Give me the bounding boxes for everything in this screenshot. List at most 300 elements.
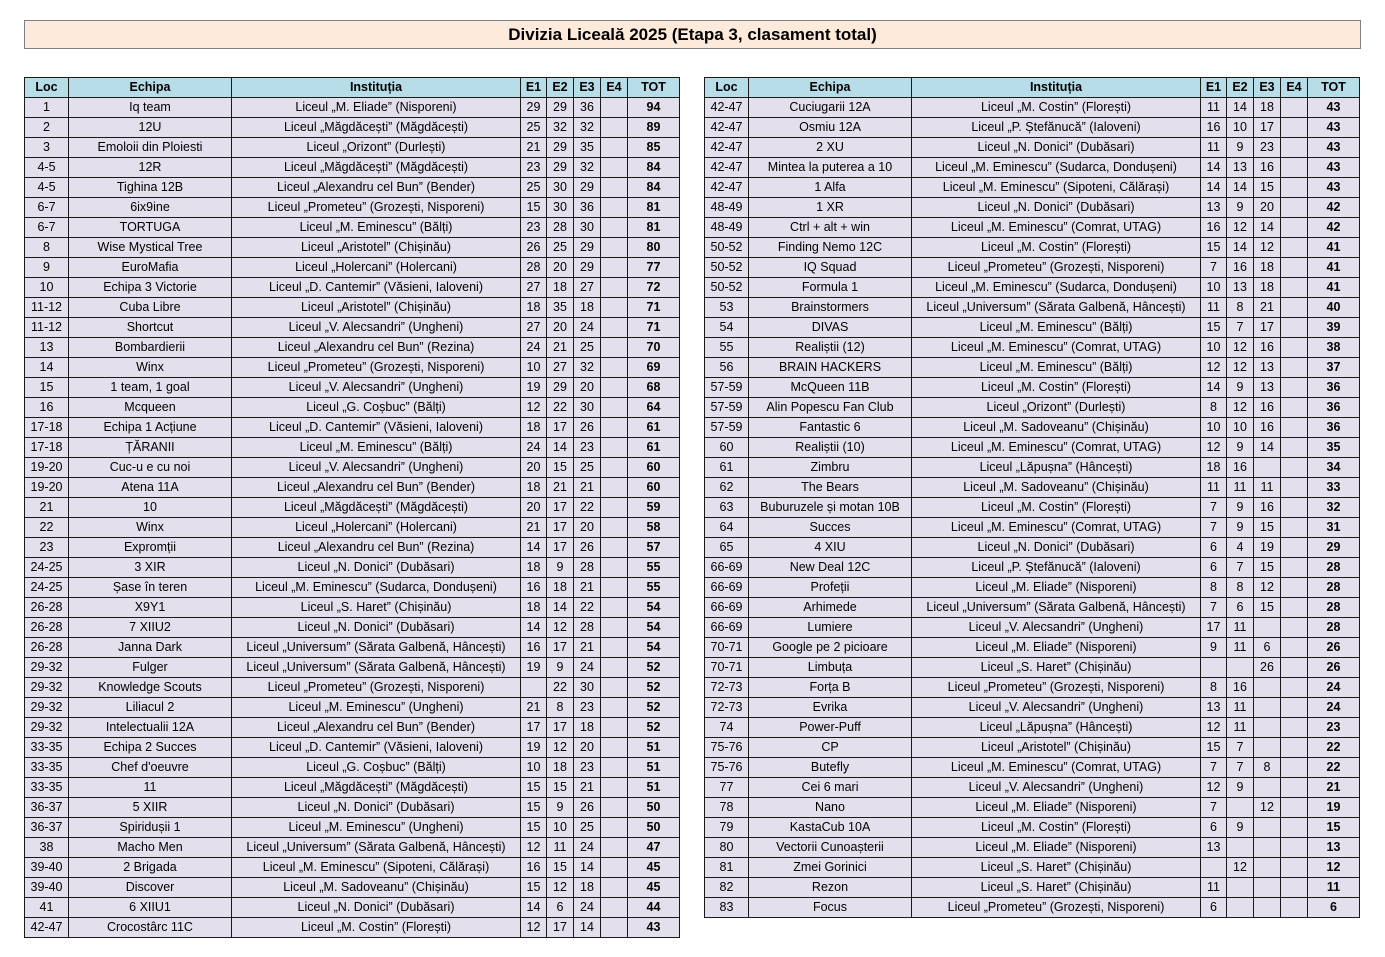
- cell-e3: 30: [574, 218, 601, 238]
- cell-echipa: Șase în teren: [69, 578, 232, 598]
- cell-e3: 13: [1254, 378, 1281, 398]
- cell-e3: 24: [574, 838, 601, 858]
- cell-institutia: Liceul „M. Eminescu” (Sudarca, Dondușeni): [232, 578, 521, 598]
- cell-e1: 10: [521, 758, 547, 778]
- cell-loc: 9: [25, 258, 69, 278]
- cell-e4: [601, 778, 628, 798]
- cell-e4: [1281, 358, 1308, 378]
- cell-echipa: CP: [749, 738, 912, 758]
- cell-echipa: Power-Puff: [749, 718, 912, 738]
- cell-e4: [1281, 138, 1308, 158]
- table-header-row: [705, 78, 1360, 98]
- table-row: [25, 178, 680, 198]
- cell-loc: 29-32: [25, 718, 69, 738]
- cell-loc: 74: [705, 718, 749, 738]
- cell-institutia: Liceul „Holercani” (Holercani): [232, 258, 521, 278]
- cell-e1: 18: [521, 418, 547, 438]
- cell-e1: 21: [521, 518, 547, 538]
- cell-e4: [1281, 898, 1308, 918]
- cell-e4: [601, 478, 628, 498]
- table-row: [25, 238, 680, 258]
- table-row: [705, 598, 1360, 618]
- cell-tot: 42: [1308, 198, 1360, 218]
- cell-loc: 42-47: [705, 98, 749, 118]
- cell-e3: 24: [574, 898, 601, 918]
- cell-loc: 4-5: [25, 158, 69, 178]
- table-row: [25, 598, 680, 618]
- cell-e1: 12: [521, 398, 547, 418]
- cell-e1: 13: [1201, 838, 1227, 858]
- table-row: [705, 338, 1360, 358]
- cell-e1: 12: [521, 838, 547, 858]
- cell-e3: 24: [574, 658, 601, 678]
- cell-echipa: Evrika: [749, 698, 912, 718]
- cell-echipa: Profeții: [749, 578, 912, 598]
- cell-e4: [601, 838, 628, 858]
- cell-e4: [1281, 318, 1308, 338]
- table-row: [705, 358, 1360, 378]
- cell-e2: 12: [547, 878, 574, 898]
- cell-echipa: X9Y1: [69, 598, 232, 618]
- header-e1: E1: [521, 78, 547, 98]
- cell-e4: [601, 198, 628, 218]
- cell-echipa: Rezon: [749, 878, 912, 898]
- cell-e2: 13: [1227, 158, 1254, 178]
- table-row: [25, 358, 680, 378]
- cell-e1: 7: [1201, 258, 1227, 278]
- cell-e1: 16: [1201, 118, 1227, 138]
- cell-tot: 60: [628, 478, 680, 498]
- cell-e3: 12: [1254, 798, 1281, 818]
- cell-echipa: Spiridușii 1: [69, 818, 232, 838]
- cell-e3: 23: [574, 698, 601, 718]
- cell-e2: 9: [547, 658, 574, 678]
- cell-e3: 35: [574, 138, 601, 158]
- cell-e3: 23: [574, 438, 601, 458]
- cell-e1: 16: [521, 858, 547, 878]
- table-row: [25, 518, 680, 538]
- cell-echipa: Fantastic 6: [749, 418, 912, 438]
- cell-echipa: Ctrl + alt + win: [749, 218, 912, 238]
- table-row: [25, 698, 680, 718]
- cell-e3: 18: [574, 718, 601, 738]
- header-institutia: Instituția: [912, 78, 1201, 98]
- cell-loc: 29-32: [25, 698, 69, 718]
- cell-e1: 27: [521, 318, 547, 338]
- cell-tot: 61: [628, 418, 680, 438]
- table-row: [25, 658, 680, 678]
- cell-e3: 11: [1254, 478, 1281, 498]
- table-row: [25, 338, 680, 358]
- cell-e3: [1254, 778, 1281, 798]
- cell-e2: 11: [1227, 478, 1254, 498]
- cell-e4: [1281, 498, 1308, 518]
- cell-loc: 48-49: [705, 218, 749, 238]
- cell-e4: [1281, 738, 1308, 758]
- cell-institutia: Liceul „M. Costin” (Florești): [912, 238, 1201, 258]
- table-row: [25, 278, 680, 298]
- cell-echipa: Tighina 12B: [69, 178, 232, 198]
- table-row: [25, 838, 680, 858]
- cell-echipa: 10: [69, 498, 232, 518]
- cell-loc: 42-47: [25, 918, 69, 938]
- cell-institutia: Liceul „Universum” (Sărata Galbenă, Hâncești): [912, 598, 1201, 618]
- cell-echipa: 11: [69, 778, 232, 798]
- cell-institutia: Liceul „M. Eliade” (Nisporeni): [912, 838, 1201, 858]
- cell-tot: 54: [628, 598, 680, 618]
- table-row: [705, 638, 1360, 658]
- cell-institutia: Liceul „V. Alecsandri” (Ungheni): [912, 698, 1201, 718]
- cell-loc: 57-59: [705, 398, 749, 418]
- cell-e2: 14: [1227, 178, 1254, 198]
- table-row: [705, 878, 1360, 898]
- cell-e4: [601, 118, 628, 138]
- cell-e4: [601, 378, 628, 398]
- cell-loc: 11-12: [25, 318, 69, 338]
- cell-loc: 78: [705, 798, 749, 818]
- cell-loc: 33-35: [25, 758, 69, 778]
- cell-e1: 6: [1201, 898, 1227, 918]
- cell-echipa: 2 Brigada: [69, 858, 232, 878]
- cell-echipa: Chef d'oeuvre: [69, 758, 232, 778]
- cell-institutia: Liceul „D. Cantemir” (Văsieni, Ialoveni): [232, 418, 521, 438]
- cell-loc: 10: [25, 278, 69, 298]
- cell-e4: [601, 218, 628, 238]
- cell-tot: 43: [628, 918, 680, 938]
- cell-e1: 18: [521, 478, 547, 498]
- cell-loc: 3: [25, 138, 69, 158]
- table-row: [25, 538, 680, 558]
- cell-e1: 20: [521, 498, 547, 518]
- cell-tot: 51: [628, 778, 680, 798]
- cell-e3: 25: [574, 818, 601, 838]
- cell-e1: 14: [521, 618, 547, 638]
- table-row: [705, 798, 1360, 818]
- cell-e3: [1254, 818, 1281, 838]
- cell-e3: 16: [1254, 418, 1281, 438]
- cell-loc: 26-28: [25, 638, 69, 658]
- cell-e4: [601, 458, 628, 478]
- table-row: [25, 218, 680, 238]
- table-row: [705, 318, 1360, 338]
- cell-e4: [601, 798, 628, 818]
- cell-institutia: Liceul „V. Alecsandri” (Ungheni): [232, 318, 521, 338]
- cell-loc: 39-40: [25, 878, 69, 898]
- cell-institutia: Liceul „M. Eliade” (Nisporeni): [912, 798, 1201, 818]
- cell-e1: 23: [521, 158, 547, 178]
- cell-e2: 22: [547, 398, 574, 418]
- cell-institutia: Liceul „G. Coșbuc” (Bălți): [232, 758, 521, 778]
- cell-tot: 50: [628, 818, 680, 838]
- cell-e3: 26: [574, 798, 601, 818]
- cell-tot: 13: [1308, 838, 1360, 858]
- cell-echipa: New Deal 12C: [749, 558, 912, 578]
- cell-e1: 18: [521, 558, 547, 578]
- table-row: [25, 98, 680, 118]
- cell-e3: 15: [1254, 558, 1281, 578]
- cell-e4: [601, 398, 628, 418]
- cell-e1: [1201, 658, 1227, 678]
- cell-e2: 14: [1227, 98, 1254, 118]
- cell-e4: [1281, 758, 1308, 778]
- cell-tot: 89: [628, 118, 680, 138]
- cell-tot: 51: [628, 758, 680, 778]
- cell-e4: [1281, 298, 1308, 318]
- cell-e3: 26: [1254, 658, 1281, 678]
- cell-tot: 80: [628, 238, 680, 258]
- cell-e2: [1227, 658, 1254, 678]
- cell-e2: 12: [1227, 338, 1254, 358]
- cell-e1: 15: [1201, 738, 1227, 758]
- cell-e2: 10: [1227, 418, 1254, 438]
- table-row: [705, 138, 1360, 158]
- cell-tot: 36: [1308, 418, 1360, 438]
- cell-e2: 14: [1227, 238, 1254, 258]
- cell-e2: 30: [547, 198, 574, 218]
- cell-tot: 28: [1308, 578, 1360, 598]
- cell-echipa: Realiștii (12): [749, 338, 912, 358]
- cell-e3: 18: [1254, 258, 1281, 278]
- cell-echipa: Brainstormers: [749, 298, 912, 318]
- table-row: [705, 118, 1360, 138]
- cell-tot: 41: [1308, 238, 1360, 258]
- table-row: [25, 458, 680, 478]
- cell-e1: 12: [521, 918, 547, 938]
- cell-e4: [601, 418, 628, 438]
- header-e4: E4: [1281, 78, 1308, 98]
- cell-e3: 16: [1254, 398, 1281, 418]
- cell-institutia: Liceul „M. Eminescu” (Sipoteni, Călărași): [232, 858, 521, 878]
- cell-loc: 24-25: [25, 558, 69, 578]
- cell-e1: 15: [521, 198, 547, 218]
- cell-echipa: Realiștii (10): [749, 438, 912, 458]
- table-row: [25, 298, 680, 318]
- cell-echipa: 6 XIIU1: [69, 898, 232, 918]
- cell-institutia: Liceul „M. Eminescu” (Sipoteni, Călărași): [912, 178, 1201, 198]
- cell-loc: 16: [25, 398, 69, 418]
- cell-e1: [1201, 858, 1227, 878]
- table-body-right: [705, 98, 1360, 918]
- cell-e1: 19: [521, 738, 547, 758]
- cell-e2: 21: [547, 338, 574, 358]
- cell-echipa: Finding Nemo 12C: [749, 238, 912, 258]
- cell-loc: 29-32: [25, 678, 69, 698]
- cell-institutia: Liceul „Universum” (Sărata Galbenă, Hâncești): [232, 638, 521, 658]
- cell-e3: 26: [574, 538, 601, 558]
- cell-echipa: Wise Mystical Tree: [69, 238, 232, 258]
- cell-institutia: Liceul „M. Costin” (Florești): [912, 98, 1201, 118]
- cell-institutia: Liceul „M. Eminescu” (Bălți): [912, 318, 1201, 338]
- table-row: [25, 678, 680, 698]
- cell-tot: 52: [628, 698, 680, 718]
- cell-institutia: Liceul „Aristotel” (Chișinău): [232, 298, 521, 318]
- cell-e2: 17: [547, 638, 574, 658]
- cell-e3: [1254, 718, 1281, 738]
- table-row: [25, 138, 680, 158]
- cell-e1: 28: [521, 258, 547, 278]
- cell-e1: 6: [1201, 558, 1227, 578]
- cell-e4: [1281, 278, 1308, 298]
- header-echipa: Echipa: [69, 78, 232, 98]
- table-row: [705, 838, 1360, 858]
- standings-table-right: [704, 77, 1360, 918]
- cell-institutia: Liceul „Orizont” (Durlești): [912, 398, 1201, 418]
- cell-institutia: Liceul „M. Costin” (Florești): [232, 918, 521, 938]
- cell-e1: 8: [1201, 578, 1227, 598]
- cell-echipa: Emoloii din Ploiesti: [69, 138, 232, 158]
- cell-e3: 21: [574, 478, 601, 498]
- cell-tot: 57: [628, 538, 680, 558]
- cell-e3: 20: [1254, 198, 1281, 218]
- cell-e4: [601, 598, 628, 618]
- cell-e2: [1227, 838, 1254, 858]
- cell-e4: [1281, 478, 1308, 498]
- cell-tot: 45: [628, 878, 680, 898]
- cell-e3: 15: [1254, 178, 1281, 198]
- cell-e1: 10: [521, 358, 547, 378]
- cell-e3: 20: [574, 518, 601, 538]
- cell-tot: 37: [1308, 358, 1360, 378]
- cell-e1: 10: [1201, 418, 1227, 438]
- cell-loc: 66-69: [705, 598, 749, 618]
- cell-institutia: Liceul „Universum” (Sărata Galbenă, Hâncești): [912, 298, 1201, 318]
- cell-e3: [1254, 698, 1281, 718]
- cell-e4: [601, 338, 628, 358]
- cell-e3: 15: [1254, 518, 1281, 538]
- table-row: [705, 758, 1360, 778]
- cell-e2: 4: [1227, 538, 1254, 558]
- cell-loc: 75-76: [705, 738, 749, 758]
- cell-institutia: Liceul „Alexandru cel Bun” (Bender): [232, 478, 521, 498]
- cell-e1: 12: [1201, 358, 1227, 378]
- cell-institutia: Liceul „M. Eminescu” (Sudarca, Dondușeni): [912, 158, 1201, 178]
- cell-e2: 12: [547, 738, 574, 758]
- cell-tot: 81: [628, 218, 680, 238]
- cell-loc: 15: [25, 378, 69, 398]
- table-row: [705, 238, 1360, 258]
- cell-institutia: Liceul „Alexandru cel Bun” (Bender): [232, 718, 521, 738]
- table-row: [705, 258, 1360, 278]
- cell-institutia: Liceul „Măgdăcești” (Măgdăcești): [232, 158, 521, 178]
- cell-tot: 45: [628, 858, 680, 878]
- cell-e1: 16: [521, 578, 547, 598]
- cell-e4: [601, 638, 628, 658]
- cell-e4: [1281, 538, 1308, 558]
- cell-institutia: Liceul „Măgdăcești” (Măgdăcești): [232, 778, 521, 798]
- cell-loc: 82: [705, 878, 749, 898]
- cell-e2: 11: [547, 838, 574, 858]
- table-row: [25, 258, 680, 278]
- cell-tot: 85: [628, 138, 680, 158]
- cell-e2: 18: [547, 578, 574, 598]
- cell-e2: 18: [547, 758, 574, 778]
- cell-e2: 17: [547, 498, 574, 518]
- header-tot: TOT: [1308, 78, 1360, 98]
- cell-e2: 29: [547, 378, 574, 398]
- cell-loc: 33-35: [25, 778, 69, 798]
- header-echipa: Echipa: [749, 78, 912, 98]
- cell-e2: 29: [547, 98, 574, 118]
- table-row: [25, 118, 680, 138]
- cell-e2: 15: [547, 858, 574, 878]
- cell-institutia: Liceul „M. Eminescu” (Bălți): [912, 358, 1201, 378]
- cell-institutia: Liceul „Universum” (Sărata Galbenă, Hâncești): [232, 838, 521, 858]
- cell-tot: 55: [628, 558, 680, 578]
- cell-echipa: Shortcut: [69, 318, 232, 338]
- cell-tot: 43: [1308, 98, 1360, 118]
- table-row: [705, 898, 1360, 918]
- table-header-row: [25, 78, 680, 98]
- table-row: [705, 858, 1360, 878]
- table-row: [25, 578, 680, 598]
- cell-e3: 30: [574, 398, 601, 418]
- cell-e1: 14: [521, 538, 547, 558]
- cell-institutia: Liceul „Prometeu” (Grozești, Nisporeni): [912, 258, 1201, 278]
- cell-institutia: Liceul „Măgdăcești” (Măgdăcești): [232, 118, 521, 138]
- cell-institutia: Liceul „Prometeu” (Grozești, Nisporeni): [232, 678, 521, 698]
- cell-e2: 17: [547, 538, 574, 558]
- cell-echipa: Echipa 3 Victorie: [69, 278, 232, 298]
- cell-echipa: 2 XU: [749, 138, 912, 158]
- cell-loc: 72-73: [705, 698, 749, 718]
- cell-e4: [601, 158, 628, 178]
- cell-e4: [1281, 198, 1308, 218]
- cell-e3: 18: [574, 298, 601, 318]
- cell-echipa: 1 Alfa: [749, 178, 912, 198]
- table-row: [705, 438, 1360, 458]
- cell-e4: [601, 698, 628, 718]
- cell-e2: 12: [547, 618, 574, 638]
- cell-institutia: Liceul „Orizont” (Durlești): [232, 138, 521, 158]
- cell-institutia: Liceul „Lăpușna” (Hâncești): [912, 718, 1201, 738]
- cell-institutia: Liceul „V. Alecsandri” (Ungheni): [912, 778, 1201, 798]
- cell-echipa: Arhimede: [749, 598, 912, 618]
- table-row: [705, 678, 1360, 698]
- table-row: [25, 478, 680, 498]
- cell-tot: 34: [1308, 458, 1360, 478]
- cell-echipa: Iq team: [69, 98, 232, 118]
- cell-e4: [601, 138, 628, 158]
- cell-e4: [601, 618, 628, 638]
- cell-tot: 22: [1308, 758, 1360, 778]
- cell-e1: 19: [521, 658, 547, 678]
- cell-loc: 65: [705, 538, 749, 558]
- table-row: [705, 458, 1360, 478]
- cell-tot: 61: [628, 438, 680, 458]
- cell-e4: [601, 358, 628, 378]
- cell-tot: 59: [628, 498, 680, 518]
- cell-e3: 14: [574, 858, 601, 878]
- cell-institutia: Liceul „N. Donici” (Dubăsari): [232, 898, 521, 918]
- cell-e1: 6: [1201, 818, 1227, 838]
- cell-loc: 57-59: [705, 418, 749, 438]
- cell-tot: 43: [1308, 118, 1360, 138]
- cell-loc: 38: [25, 838, 69, 858]
- cell-e4: [1281, 378, 1308, 398]
- cell-e2: 14: [547, 438, 574, 458]
- cell-e2: 12: [1227, 358, 1254, 378]
- cell-e4: [1281, 818, 1308, 838]
- cell-e2: 35: [547, 298, 574, 318]
- cell-e4: [601, 918, 628, 938]
- cell-echipa: Focus: [749, 898, 912, 918]
- cell-institutia: Liceul „Holercani” (Holercani): [232, 518, 521, 538]
- cell-loc: 8: [25, 238, 69, 258]
- cell-e3: 18: [1254, 98, 1281, 118]
- cell-e2: 13: [1227, 278, 1254, 298]
- cell-e3: 32: [574, 158, 601, 178]
- cell-e3: 27: [574, 278, 601, 298]
